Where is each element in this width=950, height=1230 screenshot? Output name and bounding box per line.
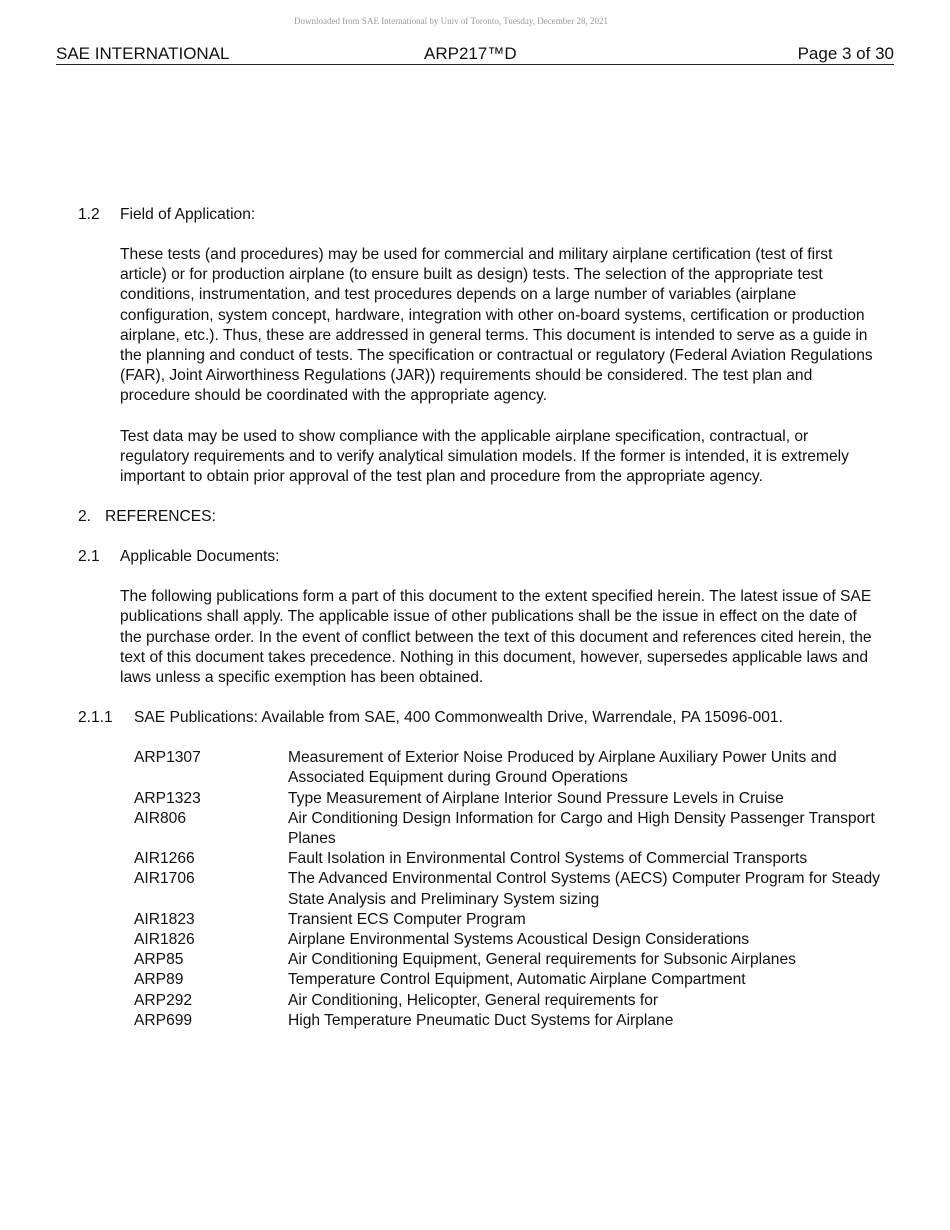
reference-item [0, 789, 950, 809]
section-title: Applicable Documents: [120, 548, 280, 566]
reference-list [0, 748, 950, 1031]
reference-title: Temperature Control Equipment, Automatic Airplane Compartment [288, 971, 746, 989]
reference-code: AIR1823 [134, 910, 195, 928]
section-number: 2.1.1 [78, 709, 113, 727]
reference-title: Type Measurement of Airplane Interior Sound Pressure Levels in Cruise [288, 789, 784, 807]
header-organization: SAE INTERNATIONAL [56, 44, 230, 63]
reference-item [0, 991, 950, 1011]
section-heading-2-1 [0, 547, 950, 567]
section-heading-2 [0, 507, 950, 527]
reference-item [0, 910, 950, 930]
section-number: 1.2 [78, 206, 100, 223]
reference-code: ARP89 [134, 971, 184, 989]
reference-title: Air Conditioning Design Information for Cargo and High Density Passenger Transport Planes [288, 809, 875, 848]
section-heading-2-1-1 [0, 708, 950, 728]
reference-item [0, 970, 950, 990]
reference-title: Air Conditioning Equipment, General requirements for Subsonic Airplanes [288, 951, 796, 969]
reference-code: AIR1826 [134, 931, 195, 949]
paragraph: These tests (and procedures) may be used for commercial and military airplane certification (test of first article) or for production airplane (to ensure built as design) tests. The selection of the appropriate test conditions, instrumentation, and test procedures depends on a large number of variables (airplane configuration, system concept, hardware, integration with other on-board systems, certification or production airplane, etc.). Thus, these are addressed in general terms. This document is intended to serve as a guide in the planning and conduct of tests. The specification or contractual or regulatory (Federal Aviation Regulations (FAR), Joint Airworthiness Regulations (JAR)) requirements should be considered. The test plan and procedure should be coordinated with the appropriate agency. [120, 246, 873, 405]
reference-title: High Temperature Pneumatic Duct Systems for Airplane [288, 1011, 674, 1029]
reference-code: ARP85 [134, 951, 184, 969]
reference-title: Air Conditioning, Helicopter, General requirements for [288, 991, 659, 1009]
paragraph: The following publications form a part of this document to the extent specified herein. The latest issue of SAE publications shall apply. The applicable issue of other publications shall be the issue in effect on the date of the purchase order. In the event of conflict between the text of this document and references cited herein, the text of this document takes precedence. Nothing in this document, however, supersedes applicable laws and laws unless a specific exemption has been obtained. [120, 588, 872, 687]
section-number: 2. [78, 508, 92, 526]
reference-item [0, 950, 950, 970]
reference-item [0, 1011, 950, 1031]
reference-code: ARP292 [134, 991, 193, 1009]
reference-item [0, 930, 950, 950]
reference-title: Transient ECS Computer Program [288, 910, 526, 928]
reference-item [0, 849, 950, 869]
header-page-number: Page 3 of 30 [797, 44, 894, 63]
section-title: REFERENCES: [105, 508, 216, 526]
reference-code: AIR806 [134, 809, 187, 827]
section-number: 2.1 [78, 548, 100, 566]
reference-code: ARP699 [134, 1011, 193, 1029]
section-heading-1-2 [0, 205, 950, 225]
reference-code: AIR1266 [134, 850, 195, 868]
reference-item [0, 809, 950, 849]
reference-title: Measurement of Exterior Noise Produced by Airplane Auxiliary Power Units and Associated Equipment during Ground Operations [288, 749, 837, 787]
download-watermark: Downloaded from SAE International by Univ of Toronto, Tuesday, December 28, 2021 [293, 16, 609, 26]
reference-title: Fault Isolation in Environmental Control Systems of Commercial Transports [288, 850, 808, 868]
paragraph: Test data may be used to show compliance with the applicable airplane specification, contractual, or regulatory requirements and to verify analytical simulation models. If the former is intended, it is extremely important to obtain prior approval of the test plan and procedure from the appropriate agency. [120, 427, 849, 486]
header-document-id: ARP217™D [424, 44, 517, 63]
section-title: Field of Application: [120, 206, 256, 223]
reference-code: ARP1323 [134, 789, 201, 807]
reference-code: AIR1706 [134, 870, 195, 888]
document-body [0, 205, 950, 1031]
reference-item [0, 869, 950, 909]
reference-title: Airplane Environmental Systems Acoustical Design Considerations [288, 931, 750, 949]
reference-code: ARP1307 [134, 749, 201, 767]
page-header [56, 44, 894, 65]
section-title: SAE Publications: Available from SAE, 400 Commonwealth Drive, Warrendale, PA 15096-001. [134, 709, 783, 727]
reference-item [0, 748, 950, 788]
reference-title: The Advanced Environmental Control Systems (AECS) Computer Program for Steady State Analysis and Preliminary System sizing [288, 870, 880, 908]
